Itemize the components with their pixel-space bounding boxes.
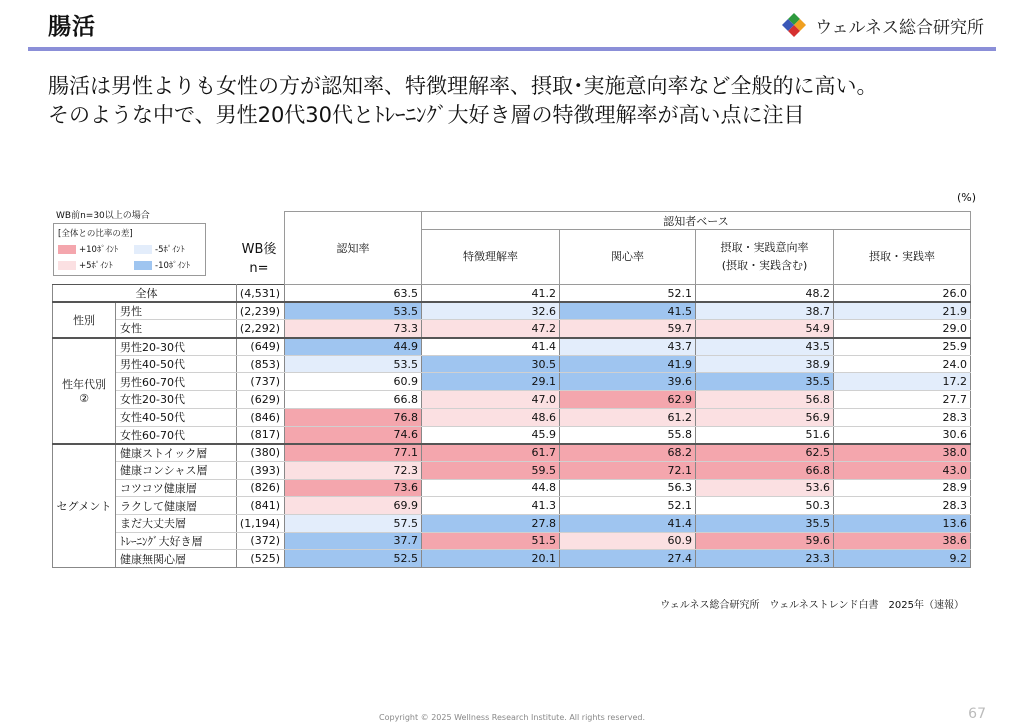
value-cell: 59.6 bbox=[696, 532, 834, 550]
value-cell: 72.3 bbox=[285, 461, 422, 479]
column-group-header: 認知者ベース bbox=[422, 212, 971, 230]
value-cell: 23.3 bbox=[696, 550, 834, 568]
table-row bbox=[53, 461, 971, 479]
row-label: 女性 bbox=[116, 320, 237, 338]
value-cell: 51.5 bbox=[422, 532, 560, 550]
table-row bbox=[53, 373, 971, 391]
value-cell: 68.2 bbox=[560, 444, 696, 462]
value-cell: 35.5 bbox=[696, 514, 834, 532]
value-cell: 41.2 bbox=[422, 285, 560, 303]
column-header: 摂取・実践意向率 (摂取・実践含む) bbox=[696, 230, 834, 285]
value-cell: 43.0 bbox=[834, 461, 971, 479]
value-cell: 41.3 bbox=[422, 497, 560, 515]
value-cell: 21.9 bbox=[834, 302, 971, 320]
row-label: 男性20-30代 bbox=[116, 338, 237, 356]
row-label: 健康ストイック層 bbox=[116, 444, 237, 462]
value-cell: 53.5 bbox=[285, 302, 422, 320]
row-label: 女性20-30代 bbox=[116, 391, 237, 409]
value-cell: 41.9 bbox=[560, 355, 696, 373]
value-cell: 53.5 bbox=[285, 355, 422, 373]
value-cell: 24.0 bbox=[834, 355, 971, 373]
lead-text bbox=[48, 72, 878, 130]
value-cell: 27.8 bbox=[422, 514, 560, 532]
table-row bbox=[53, 532, 971, 550]
row-n: (817) bbox=[237, 426, 285, 444]
value-cell: 39.6 bbox=[560, 373, 696, 391]
value-cell: 72.1 bbox=[560, 461, 696, 479]
value-cell: 66.8 bbox=[696, 461, 834, 479]
table-row bbox=[53, 338, 971, 356]
row-label: 健康コンシャス層 bbox=[116, 461, 237, 479]
value-cell: 56.3 bbox=[560, 479, 696, 497]
value-cell: 43.5 bbox=[696, 338, 834, 356]
row-n: (853) bbox=[237, 355, 285, 373]
logo-text: ウェルネス総合研究所 bbox=[815, 17, 984, 38]
value-cell: 73.3 bbox=[285, 320, 422, 338]
value-cell: 62.5 bbox=[696, 444, 834, 462]
value-cell: 47.2 bbox=[422, 320, 560, 338]
copyright: Copyright © 2025 Wellness Research Institute. All rights reserved. bbox=[379, 713, 645, 722]
row-label: ﾄﾚｰﾆﾝｸﾞ大好き層 bbox=[116, 532, 237, 550]
row-label: 男性 bbox=[116, 302, 237, 320]
value-cell: 54.9 bbox=[696, 320, 834, 338]
row-n: (525) bbox=[237, 550, 285, 568]
legend-label: +10ﾎﾟｲﾝﾄ bbox=[79, 245, 119, 255]
group-label: 性別 bbox=[53, 302, 116, 337]
page-title: 腸活 bbox=[48, 14, 96, 40]
company-logo bbox=[781, 12, 984, 38]
row-label: 女性60-70代 bbox=[116, 426, 237, 444]
value-cell: 35.5 bbox=[696, 373, 834, 391]
row-label: 健康無関心層 bbox=[116, 550, 237, 568]
column-header: 関心率 bbox=[560, 230, 696, 285]
row-n: (1,194) bbox=[237, 514, 285, 532]
row-label: まだ大丈夫層 bbox=[116, 514, 237, 532]
value-cell: 59.5 bbox=[422, 461, 560, 479]
row-n: (2,239) bbox=[237, 302, 285, 320]
value-cell: 66.8 bbox=[285, 391, 422, 409]
wb-label: WB後 bbox=[241, 242, 277, 257]
lead-line-2: そのような中で、男性20代30代とﾄﾚｰﾆﾝｸﾞ大好き層の特徴理解率が高い点に注目 bbox=[48, 103, 805, 127]
unit-label: (%) bbox=[956, 191, 976, 204]
row-n: (4,531) bbox=[237, 285, 285, 303]
column-header: 認知率 bbox=[285, 212, 422, 285]
row-n: (629) bbox=[237, 391, 285, 409]
legend-label: +5ﾎﾟｲﾝﾄ bbox=[79, 261, 113, 271]
row-label: コツコツ健康層 bbox=[116, 479, 237, 497]
legend-label: -5ﾎﾟｲﾝﾄ bbox=[155, 245, 185, 255]
row-label: 女性40-50代 bbox=[116, 408, 237, 426]
value-cell: 52.1 bbox=[560, 285, 696, 303]
table-row bbox=[53, 320, 971, 338]
page-number: 67 bbox=[968, 706, 986, 722]
table-row bbox=[53, 408, 971, 426]
value-cell: 60.9 bbox=[285, 373, 422, 391]
legend-title: [全体との比率の差] bbox=[58, 229, 133, 239]
value-cell: 56.8 bbox=[696, 391, 834, 409]
value-cell: 41.4 bbox=[560, 514, 696, 532]
table-row bbox=[53, 355, 971, 373]
value-cell: 56.9 bbox=[696, 408, 834, 426]
logo-diamond-icon bbox=[781, 12, 807, 38]
table-row bbox=[53, 497, 971, 515]
value-cell: 60.9 bbox=[560, 532, 696, 550]
value-cell: 28.9 bbox=[834, 479, 971, 497]
table-row bbox=[53, 444, 971, 462]
row-n: (372) bbox=[237, 532, 285, 550]
value-cell: 38.7 bbox=[696, 302, 834, 320]
value-cell: 61.2 bbox=[560, 408, 696, 426]
row-n: (649) bbox=[237, 338, 285, 356]
row-label: 男性60-70代 bbox=[116, 373, 237, 391]
value-cell: 38.0 bbox=[834, 444, 971, 462]
table-row bbox=[53, 550, 971, 568]
value-cell: 57.5 bbox=[285, 514, 422, 532]
header-spacer bbox=[53, 212, 285, 285]
value-cell: 38.9 bbox=[696, 355, 834, 373]
table-row bbox=[53, 302, 971, 320]
row-n: (737) bbox=[237, 373, 285, 391]
row-n: (826) bbox=[237, 479, 285, 497]
table-row bbox=[53, 479, 971, 497]
value-cell: 13.6 bbox=[834, 514, 971, 532]
sample-note: WB前n=30以上の場合 bbox=[56, 211, 150, 221]
column-header: 特徴理解率 bbox=[422, 230, 560, 285]
value-cell: 27.4 bbox=[560, 550, 696, 568]
value-cell: 50.3 bbox=[696, 497, 834, 515]
data-table bbox=[52, 211, 971, 568]
table-row bbox=[53, 426, 971, 444]
value-cell: 74.6 bbox=[285, 426, 422, 444]
value-cell: 73.6 bbox=[285, 479, 422, 497]
value-cell: 52.1 bbox=[560, 497, 696, 515]
table-row bbox=[53, 285, 971, 303]
value-cell: 63.5 bbox=[285, 285, 422, 303]
value-cell: 32.6 bbox=[422, 302, 560, 320]
value-cell: 61.7 bbox=[422, 444, 560, 462]
column-header: 摂取・実践率 bbox=[834, 230, 971, 285]
value-cell: 76.8 bbox=[285, 408, 422, 426]
value-cell: 30.6 bbox=[834, 426, 971, 444]
row-n: (841) bbox=[237, 497, 285, 515]
value-cell: 41.5 bbox=[560, 302, 696, 320]
value-cell: 44.8 bbox=[422, 479, 560, 497]
value-cell: 43.7 bbox=[560, 338, 696, 356]
row-label: 男性40-50代 bbox=[116, 355, 237, 373]
group-label: 性年代別 ② bbox=[53, 338, 116, 444]
value-cell: 45.9 bbox=[422, 426, 560, 444]
value-cell: 29.0 bbox=[834, 320, 971, 338]
value-cell: 25.9 bbox=[834, 338, 971, 356]
value-cell: 44.9 bbox=[285, 338, 422, 356]
value-cell: 9.2 bbox=[834, 550, 971, 568]
value-cell: 62.9 bbox=[560, 391, 696, 409]
value-cell: 29.1 bbox=[422, 373, 560, 391]
table-row bbox=[53, 391, 971, 409]
table-row bbox=[53, 514, 971, 532]
value-cell: 77.1 bbox=[285, 444, 422, 462]
value-cell: 30.5 bbox=[422, 355, 560, 373]
value-cell: 59.7 bbox=[560, 320, 696, 338]
value-cell: 55.8 bbox=[560, 426, 696, 444]
source-note: ウェルネス総合研究所 ウェルネストレンド白書 2025年（速報） bbox=[660, 600, 964, 611]
value-cell: 37.7 bbox=[285, 532, 422, 550]
row-label: ラクして健康層 bbox=[116, 497, 237, 515]
row-label: 全体 bbox=[53, 285, 237, 303]
value-cell: 28.3 bbox=[834, 408, 971, 426]
value-cell: 48.2 bbox=[696, 285, 834, 303]
group-label: セグメント bbox=[53, 444, 116, 568]
value-cell: 51.6 bbox=[696, 426, 834, 444]
row-n: (393) bbox=[237, 461, 285, 479]
n-label: n= bbox=[249, 261, 269, 276]
value-cell: 47.0 bbox=[422, 391, 560, 409]
value-cell: 28.3 bbox=[834, 497, 971, 515]
value-cell: 52.5 bbox=[285, 550, 422, 568]
value-cell: 69.9 bbox=[285, 497, 422, 515]
row-n: (846) bbox=[237, 408, 285, 426]
header-rule bbox=[28, 47, 996, 51]
value-cell: 38.6 bbox=[834, 532, 971, 550]
row-n: (380) bbox=[237, 444, 285, 462]
value-cell: 26.0 bbox=[834, 285, 971, 303]
legend-label: -10ﾎﾟｲﾝﾄ bbox=[155, 261, 191, 271]
row-n: (2,292) bbox=[237, 320, 285, 338]
lead-line-1: 腸活は男性よりも女性の方が認知率、特徴理解率、摂取･実施意向率など全般的に高い。 bbox=[48, 74, 878, 98]
value-cell: 20.1 bbox=[422, 550, 560, 568]
value-cell: 53.6 bbox=[696, 479, 834, 497]
value-cell: 48.6 bbox=[422, 408, 560, 426]
value-cell: 27.7 bbox=[834, 391, 971, 409]
value-cell: 17.2 bbox=[834, 373, 971, 391]
value-cell: 41.4 bbox=[422, 338, 560, 356]
